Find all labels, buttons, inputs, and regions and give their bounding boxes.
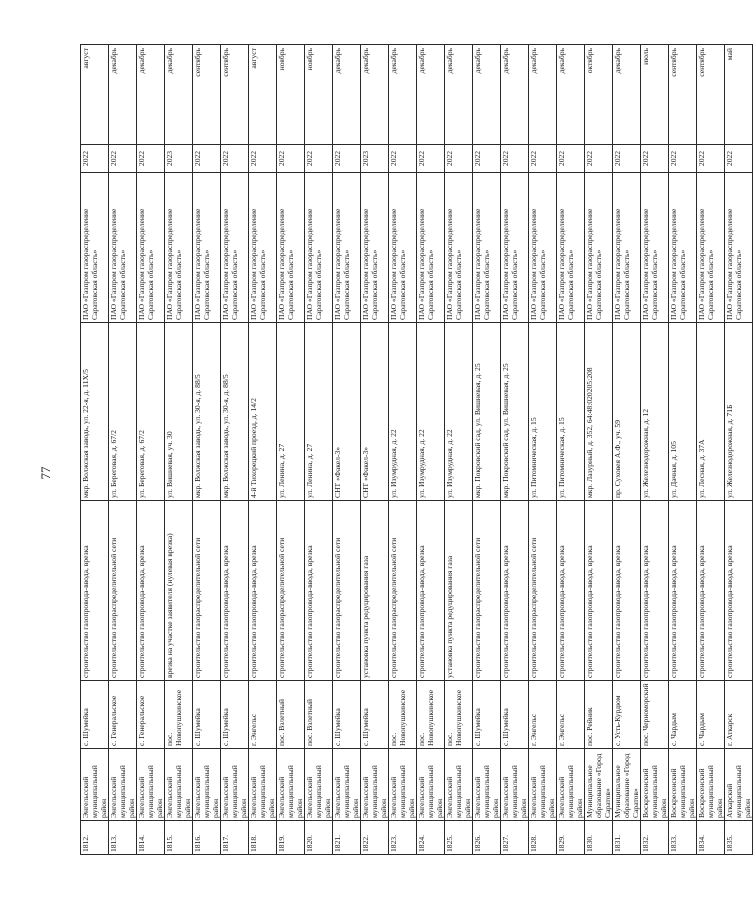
address-cell: мкр. Волжская заводь, ул. 22-я, д. 11Х/5 (81, 323, 109, 501)
month-cell: май (725, 45, 753, 145)
row-number: 1827. (501, 821, 529, 855)
month-cell: декабрь (473, 45, 501, 145)
work-type-cell: строительство газопровода-ввода, врезка (725, 501, 753, 681)
row-number: 1824. (417, 821, 445, 855)
address-cell: ул. Береговая, д. 67/2 (109, 323, 137, 501)
organization-cell: ПАО «Газпром газораспределение Саратовская область» (277, 173, 305, 323)
settlement-cell: с. Шумейка (81, 681, 109, 749)
district-cell: Энгельсский муниципальный район (277, 749, 305, 821)
settlement-cell: г. Энгельс (557, 681, 585, 749)
organization-cell: ПАО «Газпром газораспределение Саратовская область» (613, 173, 641, 323)
address-cell: ул. Питомническая, д. 15 (529, 323, 557, 501)
organization-cell: ПАО «Газпром газораспределение Саратовская область» (585, 173, 613, 323)
settlement-cell: с. Усть-Курдюм (613, 681, 641, 749)
row-number: 1815. (165, 821, 193, 855)
settlement-cell: пос. Новопушкинское (165, 681, 193, 749)
table-row (445, 45, 473, 855)
district-cell: Энгельсский муниципальный район (333, 749, 361, 821)
work-type-cell: установка пункта редуцирования газа (361, 501, 389, 681)
district-cell: Энгельсский муниципальный район (529, 749, 557, 821)
month-cell: декабрь (333, 45, 361, 145)
settlement-cell: г. Энгельс (529, 681, 557, 749)
work-type-cell: строительство газопровода-ввода, врезка (137, 501, 165, 681)
district-cell: Энгельсский муниципальный район (221, 749, 249, 821)
table-row (81, 45, 109, 855)
organization-cell: ПАО «Газпром газораспределение Саратовская область» (417, 173, 445, 323)
row-number: 1826. (473, 821, 501, 855)
district-cell: Муниципальное образование «Город Саратов» (585, 749, 613, 821)
year-cell: 2022 (277, 145, 305, 173)
district-cell: Энгельсский муниципальный район (81, 749, 109, 821)
organization-cell: ПАО «Газпром газораспределение Саратовская область» (445, 173, 473, 323)
address-cell: ул. Изумрудная, д. 22 (389, 323, 417, 501)
rotated-table-wrapper (80, 45, 752, 855)
month-cell: декабрь (137, 45, 165, 145)
settlement-cell: с. Чардым (697, 681, 725, 749)
work-type-cell: строительство газопровода-ввода, врезка (557, 501, 585, 681)
table-row (109, 45, 137, 855)
organization-cell: ПАО «Газпром газораспределение Саратовская область» (193, 173, 221, 323)
address-cell: ул. Питомническая, д. 15 (557, 323, 585, 501)
row-number: 1829. (557, 821, 585, 855)
page-number: 77 (38, 466, 53, 480)
year-cell: 2022 (137, 145, 165, 173)
month-cell: декабрь (165, 45, 193, 145)
row-number: 1817. (221, 821, 249, 855)
settlement-cell: пос. Новопушкинское (417, 681, 445, 749)
year-cell: 2022 (333, 145, 361, 173)
row-number: 1823. (389, 821, 417, 855)
district-cell: Энгельсский муниципальный район (165, 749, 193, 821)
year-cell: 2022 (445, 145, 473, 173)
row-number: 1820. (305, 821, 333, 855)
settlement-cell: г. Энгельс (249, 681, 277, 749)
district-cell: Энгельсский муниципальный район (417, 749, 445, 821)
month-cell: декабрь (613, 45, 641, 145)
settlement-cell: пос. Новопушкинское (445, 681, 473, 749)
organization-cell: ПАО «Газпром газораспределение Саратовская область» (473, 173, 501, 323)
table-row (305, 45, 333, 855)
year-cell: 2022 (557, 145, 585, 173)
row-number: 1818. (249, 821, 277, 855)
month-cell: декабрь (417, 45, 445, 145)
work-type-cell: строительство газопровода-ввода, врезка (585, 501, 613, 681)
work-type-cell: строительство газопровода-ввода, врезка (697, 501, 725, 681)
year-cell: 2022 (221, 145, 249, 173)
address-cell: ул. Изумрудная, д. 22 (417, 323, 445, 501)
district-cell: Энгельсский муниципальный район (445, 749, 473, 821)
month-cell: октябрь (585, 45, 613, 145)
table-row (697, 45, 725, 855)
table-row (249, 45, 277, 855)
year-cell: 2023 (165, 145, 193, 173)
table-row (529, 45, 557, 855)
organization-cell: ПАО «Газпром газораспределение Саратовская область» (165, 173, 193, 323)
settlement-cell: с. Шумейка (333, 681, 361, 749)
organization-cell: ПАО «Газпром газораспределение Саратовская область» (529, 173, 557, 323)
row-number: 1819. (277, 821, 305, 855)
year-cell: 2023 (361, 145, 389, 173)
address-cell: ул. Лесная, д. 37А (697, 323, 725, 501)
district-cell: Энгельсский муниципальный район (193, 749, 221, 821)
year-cell: 2022 (249, 145, 277, 173)
table-row (501, 45, 529, 855)
organization-cell: ПАО «Газпром газораспределение Саратовская область» (389, 173, 417, 323)
gas-works-table (80, 44, 753, 855)
organization-cell: ПАО «Газпром газораспределение Саратовская область» (221, 173, 249, 323)
table-row (165, 45, 193, 855)
settlement-cell: пос. Рейник (585, 681, 613, 749)
settlement-cell: с. Шумейка (501, 681, 529, 749)
organization-cell: ПАО «Газпром газораспределение Саратовская область» (305, 173, 333, 323)
district-cell: Энгельсский муниципальный район (501, 749, 529, 821)
year-cell: 2022 (725, 145, 753, 173)
settlement-cell: с. Генеральское (137, 681, 165, 749)
year-cell: 2022 (417, 145, 445, 173)
settlement-cell: с. Шумейка (221, 681, 249, 749)
row-number: 1833. (669, 821, 697, 855)
row-number: 1825. (445, 821, 473, 855)
district-cell: Воскресенский муниципальный район (669, 749, 697, 821)
row-number: 1835. (725, 821, 753, 855)
table-row (221, 45, 249, 855)
address-cell: ул. Ленина, д. 27 (277, 323, 305, 501)
address-cell: мкр. Покровский сад, ул. Вишневая, д. 25 (473, 323, 501, 501)
work-type-cell: строительство газопровода-ввода, врезка (305, 501, 333, 681)
month-cell: декабрь (361, 45, 389, 145)
year-cell: 2022 (529, 145, 557, 173)
settlement-cell: с. Шумейка (193, 681, 221, 749)
month-cell: ноябрь (277, 45, 305, 145)
settlement-cell: г. Аткарск (725, 681, 753, 749)
month-cell: декабрь (445, 45, 473, 145)
table-body (81, 45, 753, 855)
table-row (361, 45, 389, 855)
month-cell: август (81, 45, 109, 145)
table-row (333, 45, 361, 855)
organization-cell: ПАО «Газпром газораспределение Саратовская область» (725, 173, 753, 323)
organization-cell: ПАО «Газпром газораспределение Саратовская область» (641, 173, 669, 323)
row-number: 1814. (137, 821, 165, 855)
work-type-cell: строительство газораспределительной сети (109, 501, 137, 681)
address-cell: ул. Береговая, д. 67/2 (137, 323, 165, 501)
work-type-cell: строительство газопровода-ввода, врезка (501, 501, 529, 681)
work-type-cell: строительство газопровода-ввода, врезка (221, 501, 249, 681)
year-cell: 2022 (81, 145, 109, 173)
address-cell: мкр. Лазурный, д. 352, 64:48:020205:208 (585, 323, 613, 501)
organization-cell: ПАО «Газпром газораспределение Саратовская область» (557, 173, 585, 323)
year-cell: 2022 (641, 145, 669, 173)
organization-cell: ПАО «Газпром газораспределение Саратовская область» (81, 173, 109, 323)
district-cell: Энгельсский муниципальный район (361, 749, 389, 821)
settlement-cell: пос. Взлетный (277, 681, 305, 749)
settlement-cell: с. Генеральское (109, 681, 137, 749)
settlement-cell: пос. Черноморский (641, 681, 669, 749)
year-cell: 2022 (389, 145, 417, 173)
row-number: 1832. (641, 821, 669, 855)
row-number: 1821. (333, 821, 361, 855)
table-row (417, 45, 445, 855)
year-cell: 2022 (501, 145, 529, 173)
organization-cell: ПАО «Газпром газораспределение Саратовская область» (137, 173, 165, 323)
address-cell: СНТ «Факел-3» (361, 323, 389, 501)
work-type-cell: строительство газораспределительной сети (277, 501, 305, 681)
district-cell: Аткарский муниципальный район (725, 749, 753, 821)
table-row (557, 45, 585, 855)
year-cell: 2022 (109, 145, 137, 173)
work-type-cell: строительство газопровода-ввода, врезка (417, 501, 445, 681)
row-number: 1828. (529, 821, 557, 855)
work-type-cell: установка пункта редуцирования газа (445, 501, 473, 681)
district-cell: Энгельсский муниципальный район (249, 749, 277, 821)
year-cell: 2022 (193, 145, 221, 173)
address-cell: мкр. Волжская заводь, ул. 30-я, д. 88/5 (221, 323, 249, 501)
month-cell: июль (641, 45, 669, 145)
month-cell: декабрь (389, 45, 417, 145)
settlement-cell: пос. Взлетный (305, 681, 333, 749)
address-cell: пр. Суховея А.Ф., уч. 59 (613, 323, 641, 501)
year-cell: 2022 (669, 145, 697, 173)
district-cell: Воскресенский муниципальный район (641, 749, 669, 821)
settlement-cell: с. Шумейка (473, 681, 501, 749)
year-cell: 2022 (473, 145, 501, 173)
row-number: 1830. (585, 821, 613, 855)
table-row (277, 45, 305, 855)
district-cell: Энгельсский муниципальный район (557, 749, 585, 821)
year-cell: 2022 (585, 145, 613, 173)
month-cell: декабрь (557, 45, 585, 145)
row-number: 1834. (697, 821, 725, 855)
organization-cell: ПАО «Газпром газораспределение Саратовская область» (697, 173, 725, 323)
work-type-cell: строительство газораспределительной сети (473, 501, 501, 681)
work-type-cell: строительство газопровода-ввода, врезка (81, 501, 109, 681)
district-cell: Муниципальное образование «Город Саратов» (613, 749, 641, 821)
organization-cell: ПАО «Газпром газораспределение Саратовская область» (501, 173, 529, 323)
month-cell: декабрь (529, 45, 557, 145)
table-row (669, 45, 697, 855)
row-number: 1813. (109, 821, 137, 855)
work-type-cell: строительство газопровода-ввода, врезка (249, 501, 277, 681)
month-cell: сентябрь (669, 45, 697, 145)
address-cell: мкр. Волжская заводь, ул. 30-я, д. 88/5 (193, 323, 221, 501)
organization-cell: ПАО «Газпром газораспределение Саратовская область» (333, 173, 361, 323)
month-cell: сентябрь (193, 45, 221, 145)
address-cell: ул. Ленина, д. 27 (305, 323, 333, 501)
address-cell: ул. Вишневая, уч. 30 (165, 323, 193, 501)
district-cell: Энгельсский муниципальный район (389, 749, 417, 821)
district-cell: Энгельсский муниципальный район (305, 749, 333, 821)
table-row (137, 45, 165, 855)
work-type-cell: строительство газопровода-ввода, врезка (613, 501, 641, 681)
district-cell: Энгельсский муниципальный район (473, 749, 501, 821)
organization-cell: ПАО «Газпром газораспределение Саратовская область» (109, 173, 137, 323)
settlement-cell: с. Шумейка (361, 681, 389, 749)
table-row (585, 45, 613, 855)
address-cell: СНТ «Факел-3» (333, 323, 361, 501)
address-cell: ул. Изумрудная, д. 22 (445, 323, 473, 501)
table-row (193, 45, 221, 855)
year-cell: 2022 (613, 145, 641, 173)
organization-cell: ПАО «Газпром газораспределение Саратовская область» (361, 173, 389, 323)
work-type-cell: строительство газораспределительной сети (193, 501, 221, 681)
district-cell: Энгельсский муниципальный район (137, 749, 165, 821)
year-cell: 2022 (305, 145, 333, 173)
row-number: 1816. (193, 821, 221, 855)
work-type-cell: врезка на участке заявителя (нулевая врезка) (165, 501, 193, 681)
table-row (389, 45, 417, 855)
district-cell: Энгельсский муниципальный район (109, 749, 137, 821)
address-cell: мкр. Покровский сад, ул. Вишневая, д. 25 (501, 323, 529, 501)
work-type-cell: строительство газораспределительной сети (333, 501, 361, 681)
organization-cell: ПАО «Газпром газораспределение Саратовская область» (669, 173, 697, 323)
month-cell: август (249, 45, 277, 145)
year-cell: 2022 (697, 145, 725, 173)
district-cell: Воскресенский муниципальный район (697, 749, 725, 821)
month-cell: ноябрь (305, 45, 333, 145)
work-type-cell: строительство газопровода-ввода, врезка (641, 501, 669, 681)
organization-cell: ПАО «Газпром газораспределение Саратовская область» (249, 173, 277, 323)
month-cell: декабрь (501, 45, 529, 145)
settlement-cell: с. Чардым (669, 681, 697, 749)
work-type-cell: строительство газораспределительной сети (389, 501, 417, 681)
table-row (725, 45, 753, 855)
row-number: 1831. (613, 821, 641, 855)
work-type-cell: строительство газораспределительной сети (529, 501, 557, 681)
settlement-cell: пос. Новопушкинское (389, 681, 417, 749)
address-cell: ул. Дачная, д. 105 (669, 323, 697, 501)
month-cell: декабрь (109, 45, 137, 145)
row-number: 1812. (81, 821, 109, 855)
address-cell: ул. Железнодорожная, д. 12 (641, 323, 669, 501)
table-row (641, 45, 669, 855)
table-row (613, 45, 641, 855)
month-cell: сентябрь (221, 45, 249, 145)
address-cell: ул. Железнодорожная, д. 71Б (725, 323, 753, 501)
month-cell: сентябрь (697, 45, 725, 145)
table-row (473, 45, 501, 855)
row-number: 1822. (361, 821, 389, 855)
address-cell: 4-й Тихорецкий проезд, д. 14/2 (249, 323, 277, 501)
work-type-cell: строительство газопровода-ввода, врезка (669, 501, 697, 681)
